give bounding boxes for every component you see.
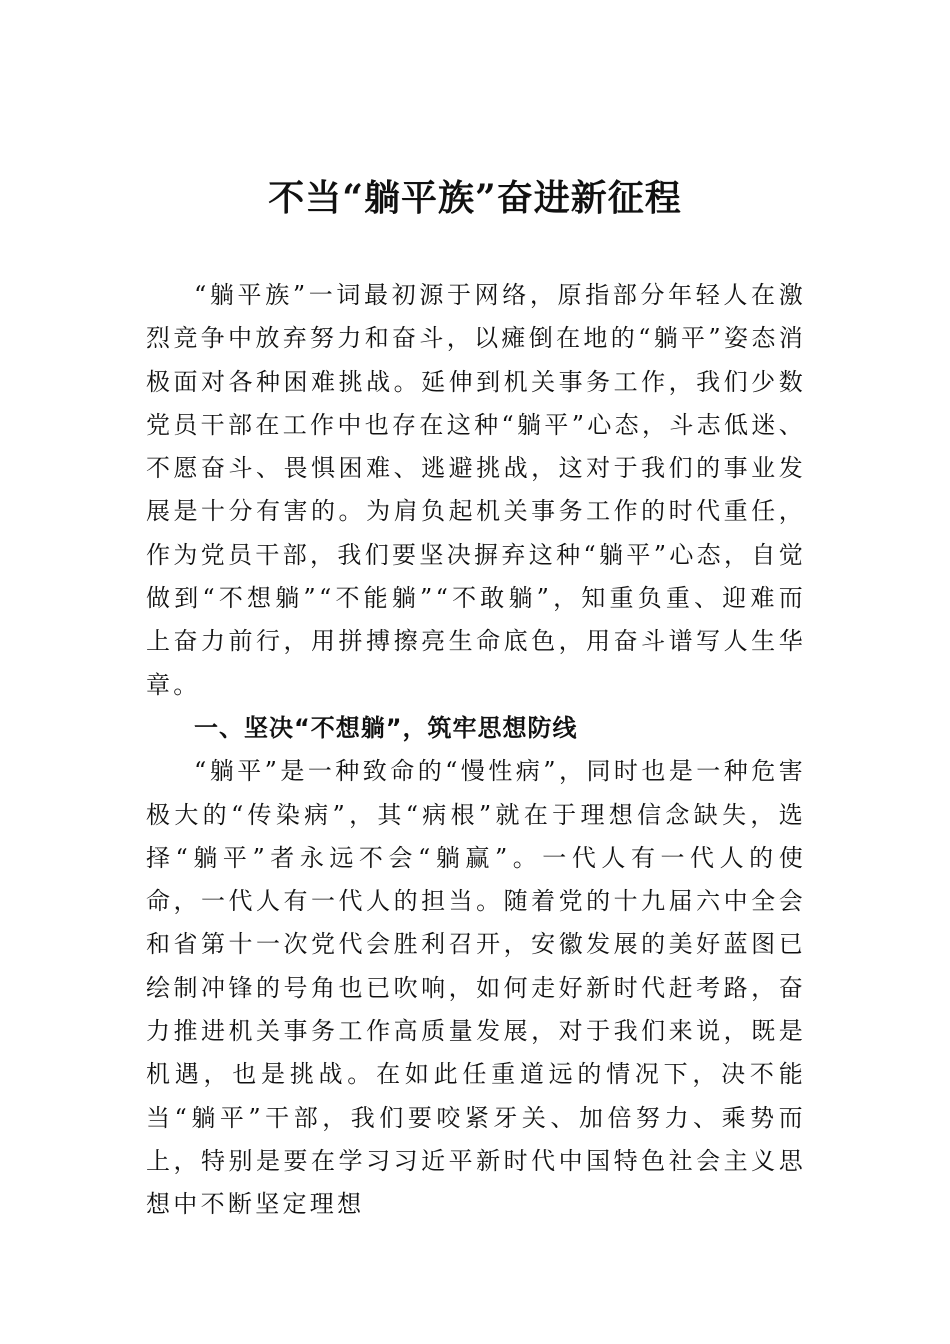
section-heading-1: 一、坚决“不想躺”，筑牢思想防线 [194, 713, 578, 742]
document-title: 不当“躺平族”奋进新征程 [268, 177, 682, 219]
document-body [146, 274, 806, 1227]
section-1-paragraph: “躺平”是一种致命的“慢性病”，同时也是一种危害极大的“传染病”，其“病根”就在于理想信念缺失，选择“躺平”者永远不会“躺赢”。一代人有一代人的使命，一代人有一代人的担当。随着党的十九届六中全会和省第十一次党代会胜利召开，安徽发展的美好蓝图已绘制冲锋的号角也已吹响，如何走好新时代赶考路，奋力推进机关事务工作高质量发展，对于我们来说，既是机遇，也是挑战。在如此任重道远的情况下，决不能当“躺平”干部，我们要咬紧牙关、加倍努力、乘势而上，特别是要在学习习近平新时代中国特色社会主义思想中不断坚定理想 [146, 757, 806, 1219]
intro-paragraph: “躺平族”一词最初源于网络，原指部分年轻人在激烈竞争中放弃努力和奋斗，以瘫倒在地的“躺平”姿态消极面对各种困难挑战。延伸到机关事务工作，我们少数党员干部在工作中也存在这种“躺平”心态，斗志低迷、不愿奋斗、畏惧困难、逃避挑战，这对于我们的事业发展是十分有害的。为肩负起机关事务工作的时代重任，作为党员干部，我们要坚决摒弃这种“躺平”心态，自觉做到“不想躺”“不能躺”“不敢躺”，知重负重、迎难而上奋力前行，用拼搏擦亮生命底色，用奋斗谱写人生华章。 [146, 281, 806, 699]
